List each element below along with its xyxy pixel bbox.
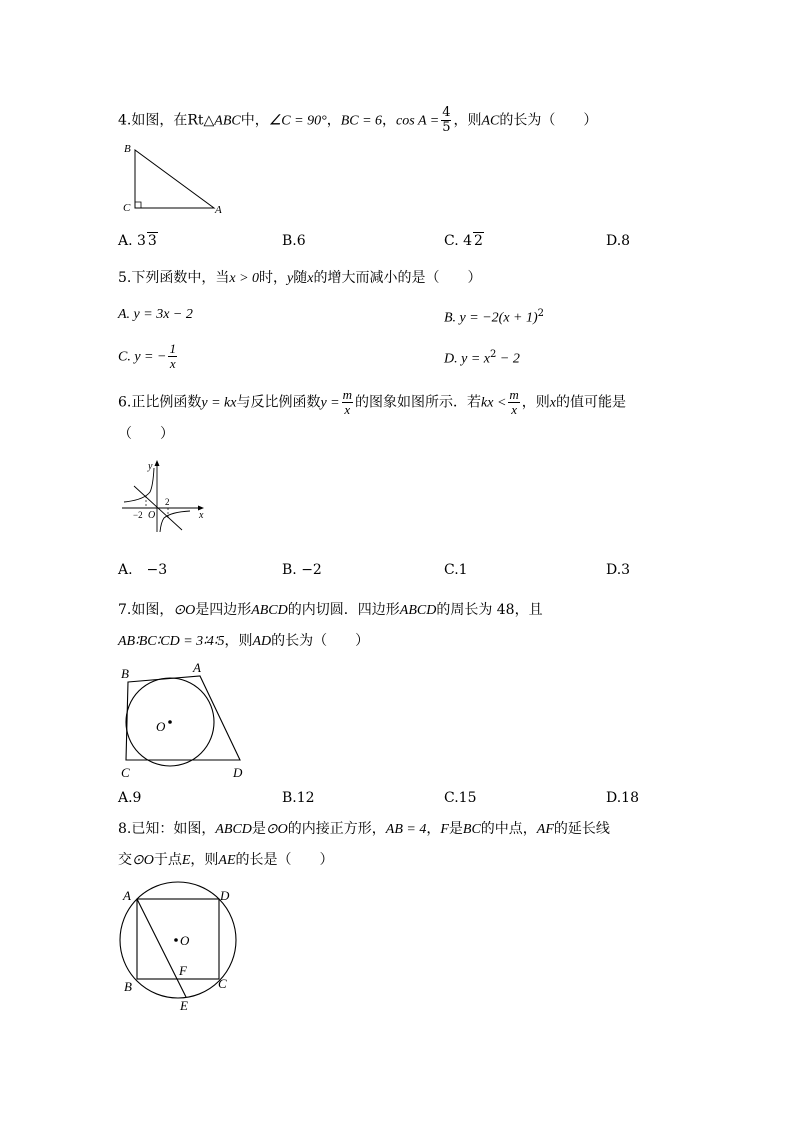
q8-circle2: ⊙O (132, 853, 154, 868)
q5-option-d[interactable] (444, 345, 520, 370)
q8-stem-f: 的中点， (480, 821, 537, 837)
q6-ineq-pre: kx < (481, 395, 507, 411)
q6-ineq-den: x (511, 402, 517, 417)
q8-label-b: B (124, 979, 132, 994)
q6-f2-num: m (342, 387, 353, 402)
q5-stem (118, 268, 481, 289)
q8-circle: ⊙O (265, 822, 288, 837)
q6-option-d[interactable]: D.3 (606, 562, 631, 578)
q4-rt: Rt△ (187, 112, 215, 129)
q8-line2-d: 的长是（ ） (235, 852, 334, 868)
q8-line2-b: 于点 (153, 852, 182, 868)
q7-quad2: ABCD (399, 603, 437, 618)
q4-label-b: B (124, 143, 131, 155)
q6-label-o: O (148, 510, 156, 521)
q8-line-ae (137, 899, 186, 997)
q7-ratio: AB∶BC∶CD = 3∶4∶5 (118, 634, 225, 649)
q7-stem-d: 的周长为 48，且 (436, 602, 543, 618)
q5-option-b-sup: 2 (537, 308, 545, 319)
q7-stem-b: 是四边形 (195, 602, 252, 618)
q8-stem-a: 8.已知：如图， (118, 821, 216, 837)
q5-condition: x > 0 (229, 271, 260, 286)
q7-label-o: O (156, 719, 166, 734)
q8-label-f: F (179, 963, 187, 978)
q7-incircle-figure (114, 656, 254, 784)
q7-stem-e: ，则 (224, 633, 253, 649)
q7-option-b[interactable]: B.12 (282, 790, 315, 806)
q4-option-a-root: 3 (147, 233, 157, 249)
q8-stem-line1 (118, 819, 610, 840)
q6-f2-pre: y = (320, 395, 340, 411)
q4-ac: AC (481, 113, 500, 129)
q4-stem-b: 中， (240, 112, 269, 129)
q5-option-c-den: x (169, 356, 176, 371)
q5-y: y (287, 271, 294, 286)
q8-stem-d: ， (426, 821, 441, 837)
q4-label-a: A (215, 204, 222, 216)
q6-stem-b: 与反比例函数 (236, 394, 321, 411)
q8-bc: BC (462, 822, 481, 837)
q6-option-b[interactable]: B. −2 (282, 562, 322, 578)
q8-stem-b: 是 (251, 821, 266, 837)
q8-line2-c: ，则 (190, 852, 219, 868)
q7-center-dot (168, 720, 172, 724)
q7-stem-a: 7.如图， (118, 602, 174, 618)
q4-option-a-pre: A. 3 (118, 233, 146, 249)
q4-option-a[interactable] (118, 231, 158, 251)
q4-cos: cos A = (396, 113, 440, 129)
q6-graph-figure (118, 456, 208, 536)
q4-sep: ， (326, 112, 341, 129)
q4-triangle-shape (135, 150, 214, 208)
q4-bc: BC = 6 (340, 113, 383, 129)
q7-stem-c: 的内切圆．四边形 (287, 602, 400, 618)
q8-circle-figure (114, 880, 250, 1014)
q5-option-d-sup: 2 (490, 349, 497, 360)
q4-option-b[interactable]: B.6 (282, 233, 306, 249)
q5-option-a-text: A. y = 3x − 2 (118, 307, 193, 322)
q5-option-c-frac (168, 342, 177, 371)
q4-option-c-pre: C. 4 (444, 233, 473, 249)
q7-option-a[interactable]: A.9 (118, 790, 142, 806)
q6-stem-e: 的值可能是 (556, 394, 626, 411)
q4-stem-c: ，则 (453, 112, 482, 129)
q7-stem-line1 (118, 600, 543, 621)
q6-y-arrow (155, 460, 160, 466)
q5-option-c-pre: C. y = − (118, 349, 167, 365)
q8-e: E (181, 853, 191, 868)
q5-stem-d: 的增大而减小的是（ ） (313, 270, 482, 286)
q7-label-d: D (233, 765, 243, 780)
q4-option-d[interactable]: D.8 (606, 233, 631, 249)
q8-label-e: E (180, 998, 188, 1013)
q5-option-c-num: 1 (169, 341, 176, 356)
q8-af: AF (536, 822, 554, 837)
q4-right-angle-mark (135, 202, 141, 208)
q4-stem (118, 106, 597, 135)
q7-quad: ABCD (251, 603, 288, 618)
q7-stem-f: 的长为（ ） (271, 633, 370, 649)
q6-ineq-num: m (509, 387, 519, 402)
q4-stem-d: 的长为（ ） (499, 112, 598, 129)
q8-label-d: D (220, 888, 230, 903)
q6-label-pos2: 2 (165, 497, 170, 507)
q6-label-x: x (199, 510, 204, 521)
q7-label-a: A (193, 660, 201, 675)
q8-center-dot (174, 938, 178, 942)
q5-option-a[interactable] (118, 304, 193, 325)
q6-stem-c: 的图象如图所示．若 (355, 394, 482, 411)
q6-ineq-frac (508, 388, 519, 417)
q6-label-y: y (148, 461, 153, 472)
q8-square: ABCD (215, 822, 252, 837)
q6-f2-frac (342, 388, 353, 417)
q8-ab: AB = 4 (385, 822, 427, 837)
q4-angle: ∠C = 90° (268, 113, 327, 129)
q4-triangle: ABC (214, 113, 241, 129)
q7-label-b: B (121, 666, 129, 681)
q5-stem-c: 随 (293, 270, 308, 286)
q6-label-neg2: −2 (133, 510, 143, 520)
q4-fraction (441, 106, 451, 135)
q4-sep2: ， (382, 112, 397, 129)
q8-stem-line2 (118, 850, 334, 871)
q7-stem-line2 (118, 631, 369, 652)
q6-x: x (549, 395, 556, 411)
q6-stem-d: ，则 (521, 394, 550, 411)
q8-stem-c: 的内接正方形， (287, 821, 386, 837)
q5-option-b-text: B. y = −2(x + 1) (444, 310, 538, 326)
q8-line2-a: 交 (118, 852, 132, 868)
q7-ad: AD (252, 634, 272, 649)
q7-quadrilateral (126, 676, 240, 760)
q8-f: F (440, 822, 449, 837)
q8-stem-e: 是 (448, 821, 463, 837)
q6-hyperbola-branch-left (124, 468, 154, 502)
q6-option-a[interactable]: A. −3 (118, 562, 168, 578)
q8-stem-g: 的延长线 (553, 821, 610, 837)
q6-f2-den: x (344, 402, 351, 417)
q6-paren: （ ） (118, 426, 174, 442)
q4-stem-a: 4.如图，在 (118, 112, 188, 129)
q4-triangle-figure (118, 138, 238, 220)
q5-option-d-pre: D. y = x (444, 351, 490, 367)
q5-stem-a: 5.下列函数中，当 (118, 270, 230, 286)
q6-f1: y = kx (201, 395, 237, 411)
q6-stem (118, 388, 626, 417)
q7-label-c: C (121, 765, 130, 780)
q5-x: x (307, 271, 314, 286)
q5-stem-b: 时， (259, 270, 288, 286)
q6-option-c[interactable]: C.1 (444, 562, 468, 578)
q4-option-c[interactable] (444, 231, 484, 251)
q7-circle: ⊙O (173, 603, 196, 618)
q8-label-c: C (218, 976, 227, 991)
q4-option-c-root: 2 (474, 233, 483, 249)
q7-option-d[interactable]: D.18 (606, 790, 639, 806)
q5-option-c[interactable] (118, 342, 179, 371)
q4-label-c: C (123, 202, 131, 214)
q5-option-d-post: − 2 (496, 351, 520, 367)
q8-label-o: O (180, 933, 190, 948)
q6-stem-a: 6.正比例函数 (118, 394, 202, 411)
q7-option-c[interactable]: C.15 (444, 790, 477, 806)
q8-label-a: A (123, 888, 131, 903)
q8-ae: AE (218, 853, 236, 868)
q4-num: 4 (442, 105, 451, 120)
q8-inscribed-square (137, 899, 219, 979)
q5-option-b[interactable] (444, 304, 544, 329)
q4-den: 5 (442, 120, 451, 135)
